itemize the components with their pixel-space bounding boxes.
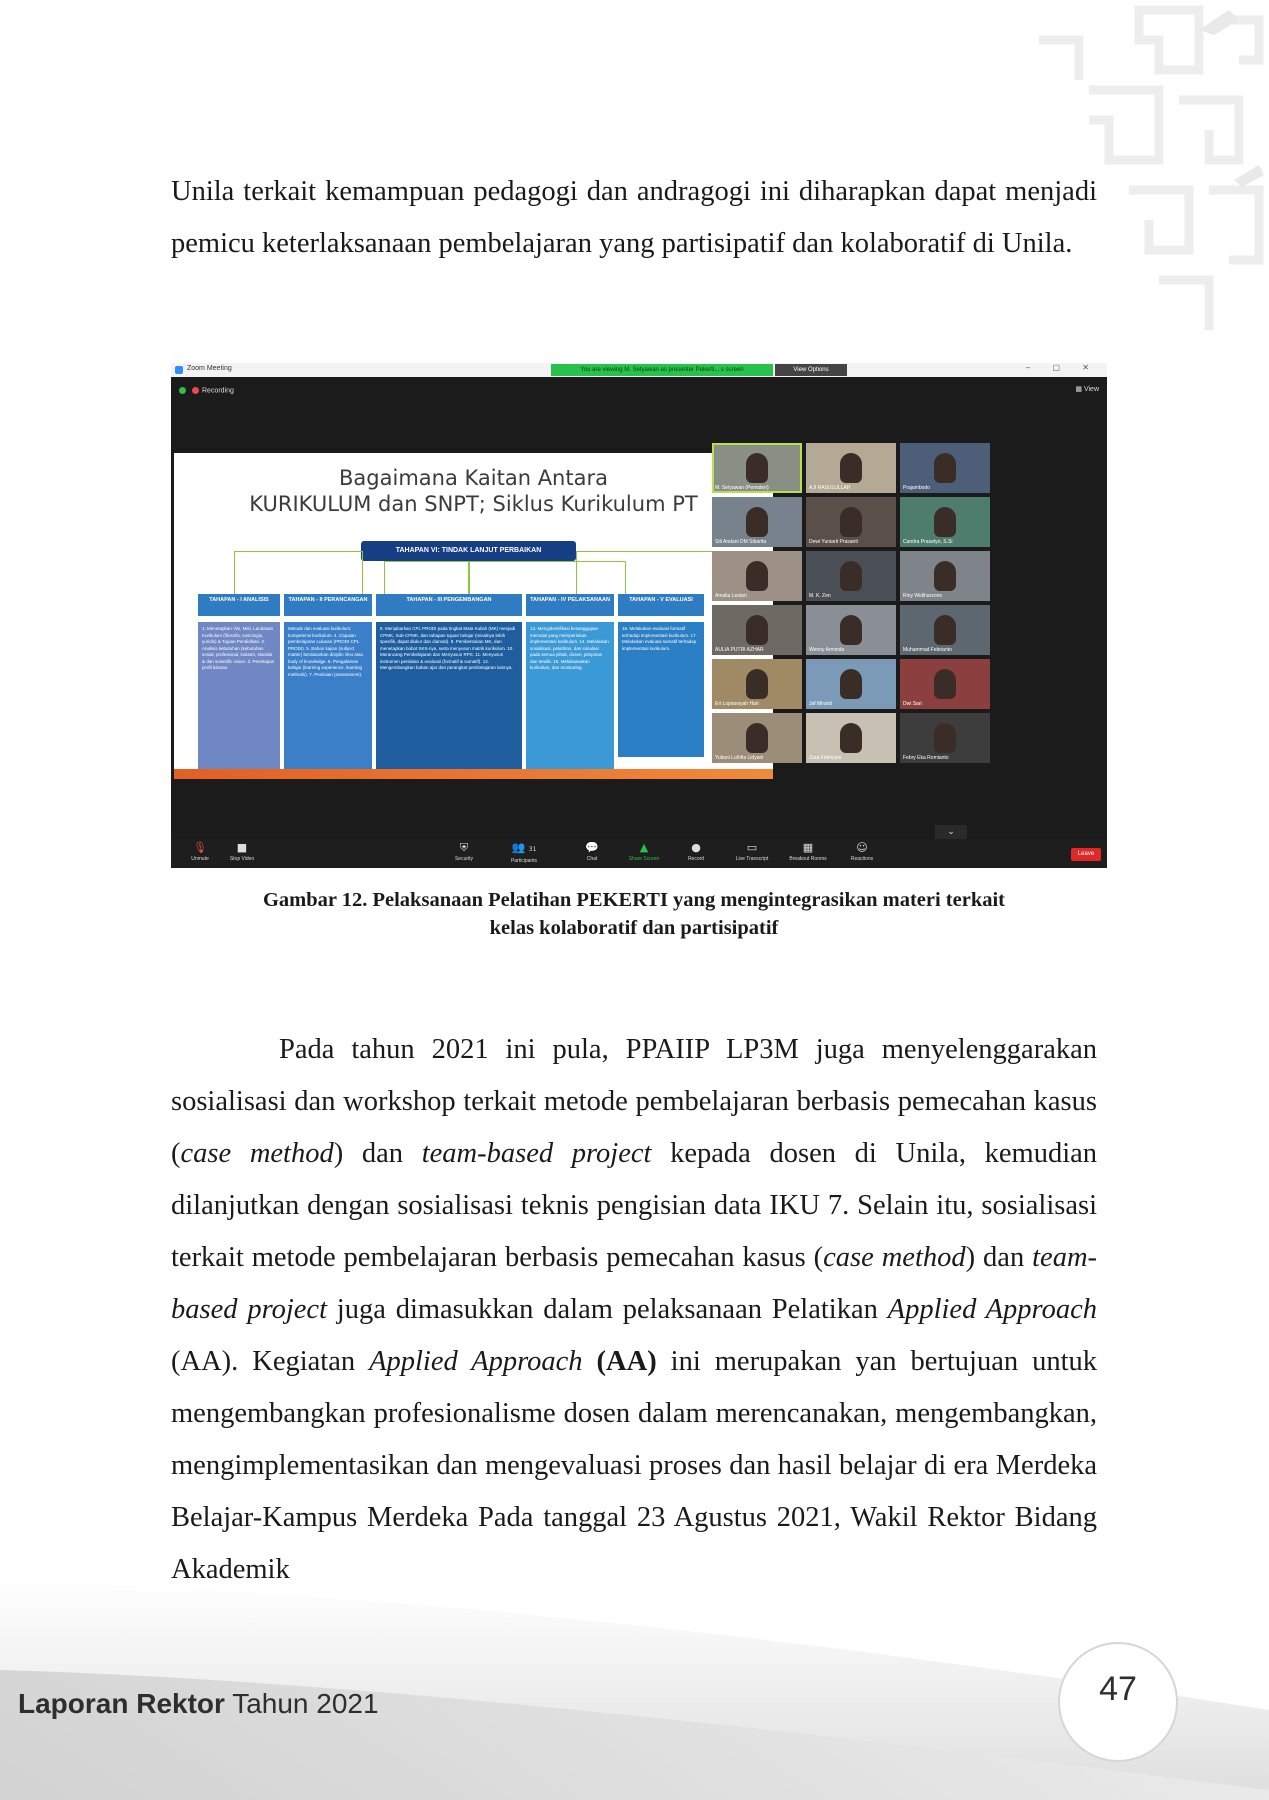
paragraph-2: Pada tahun 2021 ini pula, PPAIIP LP3M juga menyelenggarakan sosialisasi dan workshop terkait metode pembelajaran berbasis pemecahan kasus (case method) dan team-based project kepada dosen di Unila, kemudian dilanjutkan dengan sosialisasi teknis pengisian data IKU 7. Selain itu, sosialisasi terkait metode pembelajaran berbasis pemecahan kasus (case method) dan team-based project juga dimasukkan dalam pelaksanaan Pelatikan Applied Approach (AA). Kegiatan Applied Approach (AA) ini merupakan yan bertujuan untuk mengembangkan profesionalisme dosen dalam merencanakan, mengembangkan, mengimplementasikan dan mengevaluasi proses dan hasil belajar di era Merdeka Belajar-Kampus Merdeka Pada tanggal 23 Agustus 2021, Wakil Rektor Bidang Akademik [171,1034,1098,1585]
window-title: Zoom Meeting [187,365,232,372]
live-transcript-button[interactable]: ▭ Live Transcript [735,841,769,862]
participant-tile[interactable]: Muhammad Febrianto [900,605,990,655]
share-banner: You are viewing M. Setyawan as presenter Pekerti... s screen [551,364,773,376]
stage-5: TAHAPAN - V EVALUASI [618,594,704,616]
chevron-down-icon[interactable]: ⌄ [935,825,967,839]
stage-1: TAHAPAN - I ANALISIS [198,594,280,616]
slide-footer-bar [174,769,773,779]
reactions-button[interactable]: ☺ Reactions [850,841,874,862]
participant-tile[interactable]: Riny Widiharsono [900,551,990,601]
participant-tile[interactable]: Eri Lopiansyah Hari [712,659,802,709]
recording-indicator: Recording [179,387,234,394]
recording-icon [192,387,199,394]
participant-tile[interactable]: Prajambodo [900,443,990,493]
participants-button[interactable]: 👥 31 Participants [510,841,538,864]
participant-tile[interactable]: M. K. Zen [806,551,896,601]
share-screen-button[interactable]: ▲ Share Screen [628,841,660,862]
stage-4-items: 13. Mengidentifikasi kesanggupan memulai yang memperlukan implementasi kurikulum. 14. Melakukan sosialisasi, pelatihan, dan simulasi pada semua pihak, dosen, pimpinan dan tendik. 15. Melaksanakan kurikulum, dan monitoring. [526,622,614,772]
participant-tile[interactable]: Wenny Arminda [806,605,896,655]
stage-1-items: 1. Menetapkan Visi, Misi, Landasan Kurikulum (filosofis, sosiologis, yuridis) & Tujuan Pendidikan. 2. Analisis kebutuhan (kebutuhan sosial, profesional, industri, standar & dan scientific vision. 3. Penetapan profil lulusan. [198,622,280,772]
shared-slide [174,453,773,779]
participant-tile[interactable]: Febry Eka Romianto [900,713,990,763]
stage-2-items: Metode dan evaluasi kurikulum: kompetensi kurikulum. 4. Capaian pembelajaran Lulusan (PRODI CPL PRODI). 5. Bahan kajian (subject matter) berdasarkan disiplin ilmu atau body of knowledge. 6. Pengalaman belajar (learning experience, learning methods). 7. Penilaian (assessment). [284,622,372,772]
stage-2: TAHAPAN - II PERANCANGAN [284,594,372,616]
participant-tile[interactable]: Amalia Lestari [712,551,802,601]
participant-tile[interactable]: Siti Andani DM Sibarita [712,497,802,547]
stage-4: TAHAPAN - IV PELAKSANAAN [526,594,614,616]
paragraph-1: Unila terkait kemampuan pedagogi dan andragogi ini diharapkan dapat menjadi pemicu keterlaksanaan pembelajaran yang partisipatif dan kolaboratif di Unila. [171,176,1097,259]
record-button[interactable]: ● Record [687,841,705,862]
participant-tile[interactable]: Yuliani Luthfia Lidyani [712,713,802,763]
zoom-screenshot [171,363,1107,868]
stage-3-items: 8. Menjabarkan CPL PRODI pada tingkat Mata Kuliah (MK) menjadi CPMK, Sub-CPMK, dan tahapan tujuan belajar (misalnya lebih spesifik, dapat diukur dan diamati). 9. Pembentukan MK, dan menetapkan bobot SKS-nya, serta menyusun matrik kurikulum. 10. Merancang Pembelajaran dan Menyusun RPS. 11. Menyusun instrumen penilaian & evaluasi (formatif & sumatif). 12. Mengembangkan bahan ajar dan perangkat pembelajaran lainnya. [376,622,522,772]
security-button[interactable]: ⛨ Security [454,841,474,862]
slide-title: Bagaimana Kaitan Antara KURIKULUM dan SNPT; Siklus Kurikulum PT [249,466,698,516]
participant-tile[interactable]: Dewi Yuniarti Prasanti [806,497,896,547]
participant-tile[interactable]: AULIA PUTRI AZHAR [712,605,802,655]
page-number: 47 [1058,1642,1178,1762]
stage-5-items: 16. Melakukan evaluasi formatif terhadap implementasi kurikulum. 17. Melakukan evaluasi sumatif terhadap implementasi kurikulum. [618,622,704,757]
slide-top-box: TAHAPAN VI: TINDAK LANJUT PERBAIKAN [361,541,576,561]
participant-tile[interactable]: AJI RASULULLAH [806,443,896,493]
breakout-rooms-button[interactable]: ▦ Breakout Rooms [789,841,827,862]
zoom-title-bar [171,363,1107,377]
unmute-button[interactable]: 🎙 Unmute [191,841,209,862]
participant-tile[interactable]: Dwi Sari [900,659,990,709]
stop-video-button[interactable]: ■ Stop Video [229,841,255,862]
participant-tile[interactable]: M. Setyawan (Pemateri) [712,443,802,493]
participant-tile[interactable]: Jaf Miranti [806,659,896,709]
window-controls[interactable]: – ▢ ✕ [1025,363,1099,372]
view-options-button[interactable]: View Options [775,364,847,376]
view-button[interactable]: ▦ View [1075,386,1099,393]
footer-title: Laporan Rektor Tahun 2021 [18,1688,379,1719]
zoom-toolbar [171,839,1107,868]
participant-tile[interactable]: Zara Febriyani [806,713,896,763]
chat-button[interactable]: 💬 Chat [585,841,599,862]
zoom-icon [175,366,183,374]
leave-button[interactable]: Leave [1071,848,1101,861]
figure-caption: Gambar 12. Pelaksanaan Pelatihan PEKERTI yang mengintegrasikan materi terkait kelas kolaboratif dan partisipatif [262,889,1006,939]
stage-3: TAHAPAN - III PENGEMBANGAN [376,594,522,616]
participant-tile[interactable]: Candra Prasetyo, S.Si [900,497,990,547]
